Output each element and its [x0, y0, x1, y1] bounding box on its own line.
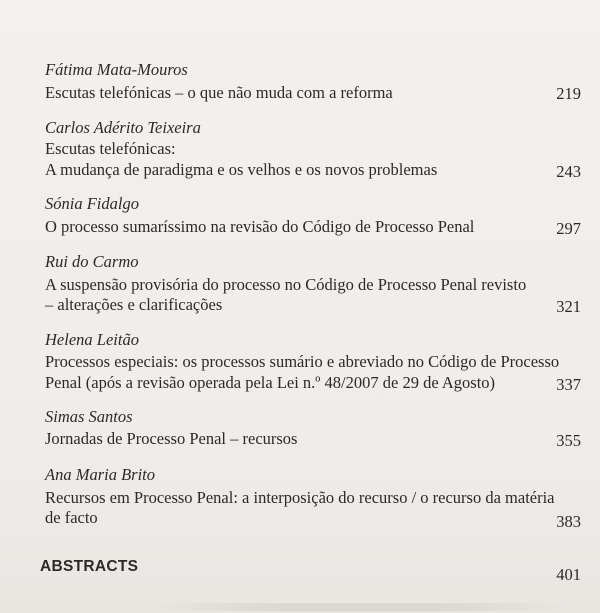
abstracts-page-number: 401 — [556, 565, 581, 584]
entry-page-number: 355 — [556, 431, 581, 450]
entry-title: Processos especiais: os processos sumário e abreviado no Código de Processo — [45, 352, 560, 371]
entry-author: Fátima Mata-Mouros — [45, 60, 188, 79]
entry-page-number: 383 — [556, 512, 581, 531]
entry-author: Simas Santos — [45, 407, 133, 426]
entry-title: de facto — [45, 508, 98, 527]
entry-page-number: 243 — [556, 162, 581, 181]
entry-author: Sónia Fidalgo — [45, 194, 139, 213]
entry-author: Rui do Carmo — [45, 252, 139, 271]
entry-page-number: 321 — [556, 297, 581, 316]
entry-title: A mudança de paradigma e os velhos e os novos problemas — [45, 160, 438, 179]
entry-title: – alterações e clarificações — [45, 295, 223, 314]
entry-title: Recursos em Processo Penal: a interposição do recurso / o recurso da matéria — [45, 488, 555, 507]
entry-author: Carlos Adérito Teixeira — [45, 118, 201, 137]
entry-author: Ana Maria Brito — [45, 465, 155, 484]
show-through-shadow — [150, 603, 570, 611]
entry-title: Jornadas de Processo Penal – recursos — [45, 429, 298, 448]
entry-title: Escutas telefónicas – o que não muda com a reforma — [45, 83, 393, 102]
entry-title: A suspensão provisória do processo no Código de Processo Penal revisto — [45, 275, 527, 294]
entry-page-number: 219 — [556, 84, 581, 103]
entry-author: Helena Leitão — [45, 330, 139, 349]
entry-title: O processo sumaríssimo na revisão do Código de Processo Penal — [45, 217, 475, 236]
abstracts-heading: ABSTRACTS — [40, 558, 139, 575]
entry-page-number: 337 — [556, 375, 581, 394]
entry-title: Penal (após a revisão operada pela Lei n.º 48/2007 de 29 de Agosto) — [45, 373, 496, 392]
entry-page-number: 297 — [556, 219, 581, 238]
entry-title: Escutas telefónicas: — [45, 139, 176, 158]
